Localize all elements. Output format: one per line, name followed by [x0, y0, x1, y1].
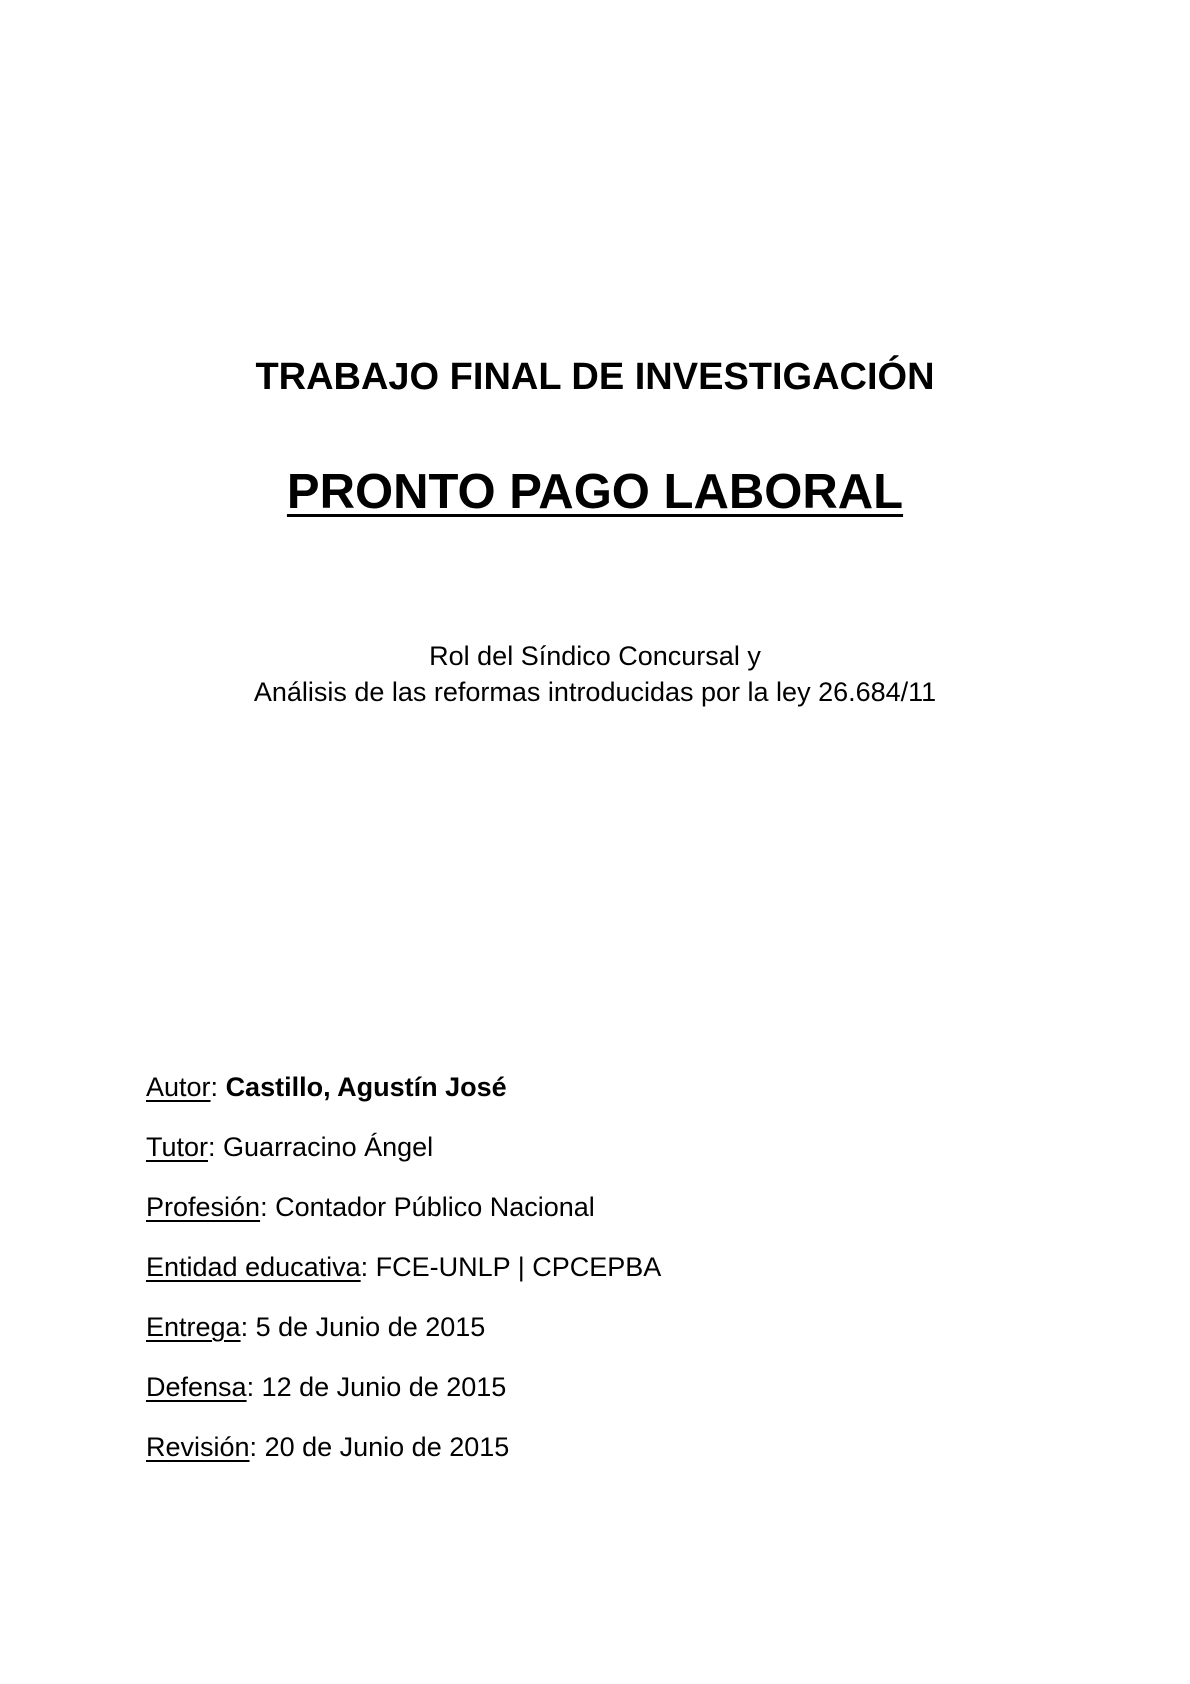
- detail-row-revision: [146, 1429, 509, 1465]
- detail-label-profesion: Profesión: [146, 1192, 261, 1222]
- detail-separator: :: [260, 1192, 276, 1222]
- subtitle-line-2: Análisis de las reformas introducidas por la ley 26.684/11: [253, 677, 937, 707]
- detail-separator: :: [210, 1072, 226, 1102]
- detail-label-defensa: Defensa: [146, 1372, 247, 1402]
- detail-value-tutor: Guarracino Ángel: [223, 1132, 434, 1162]
- detail-value-profesion: Contador Público Nacional: [275, 1192, 595, 1222]
- detail-row-profesion: [146, 1189, 595, 1225]
- detail-label-entidad: Entidad educativa: [146, 1252, 361, 1282]
- detail-row-tutor: [146, 1129, 433, 1165]
- detail-value-defensa: 12 de Junio de 2015: [261, 1372, 507, 1402]
- detail-separator: :: [246, 1372, 262, 1402]
- detail-label-tutor: Tutor: [146, 1132, 209, 1162]
- detail-separator: :: [240, 1312, 256, 1342]
- detail-label-autor: Autor: [146, 1072, 211, 1102]
- document-title-block: [0, 462, 1190, 522]
- detail-value-entidad: FCE-UNLP | CPCEPBA: [375, 1252, 662, 1282]
- detail-row-entidad: [146, 1249, 661, 1285]
- detail-value-autor: Castillo, Agustín José: [225, 1072, 507, 1102]
- detail-label-revision: Revisión: [146, 1432, 250, 1462]
- detail-row-entrega: [146, 1309, 485, 1345]
- detail-separator: :: [249, 1432, 265, 1462]
- detail-value-revision: 20 de Junio de 2015: [264, 1432, 510, 1462]
- subtitle-line-1: Rol del Síndico Concursal y: [429, 641, 761, 671]
- detail-value-entrega: 5 de Junio de 2015: [255, 1312, 486, 1342]
- detail-separator: :: [360, 1252, 376, 1282]
- document-title: PRONTO PAGO LABORAL: [286, 465, 904, 519]
- detail-row-autor: [146, 1069, 507, 1105]
- detail-row-defensa: [146, 1369, 506, 1405]
- detail-label-entrega: Entrega: [146, 1312, 241, 1342]
- detail-separator: :: [208, 1132, 224, 1162]
- document-heading: TRABAJO FINAL DE INVESTIGACIÓN: [255, 356, 935, 398]
